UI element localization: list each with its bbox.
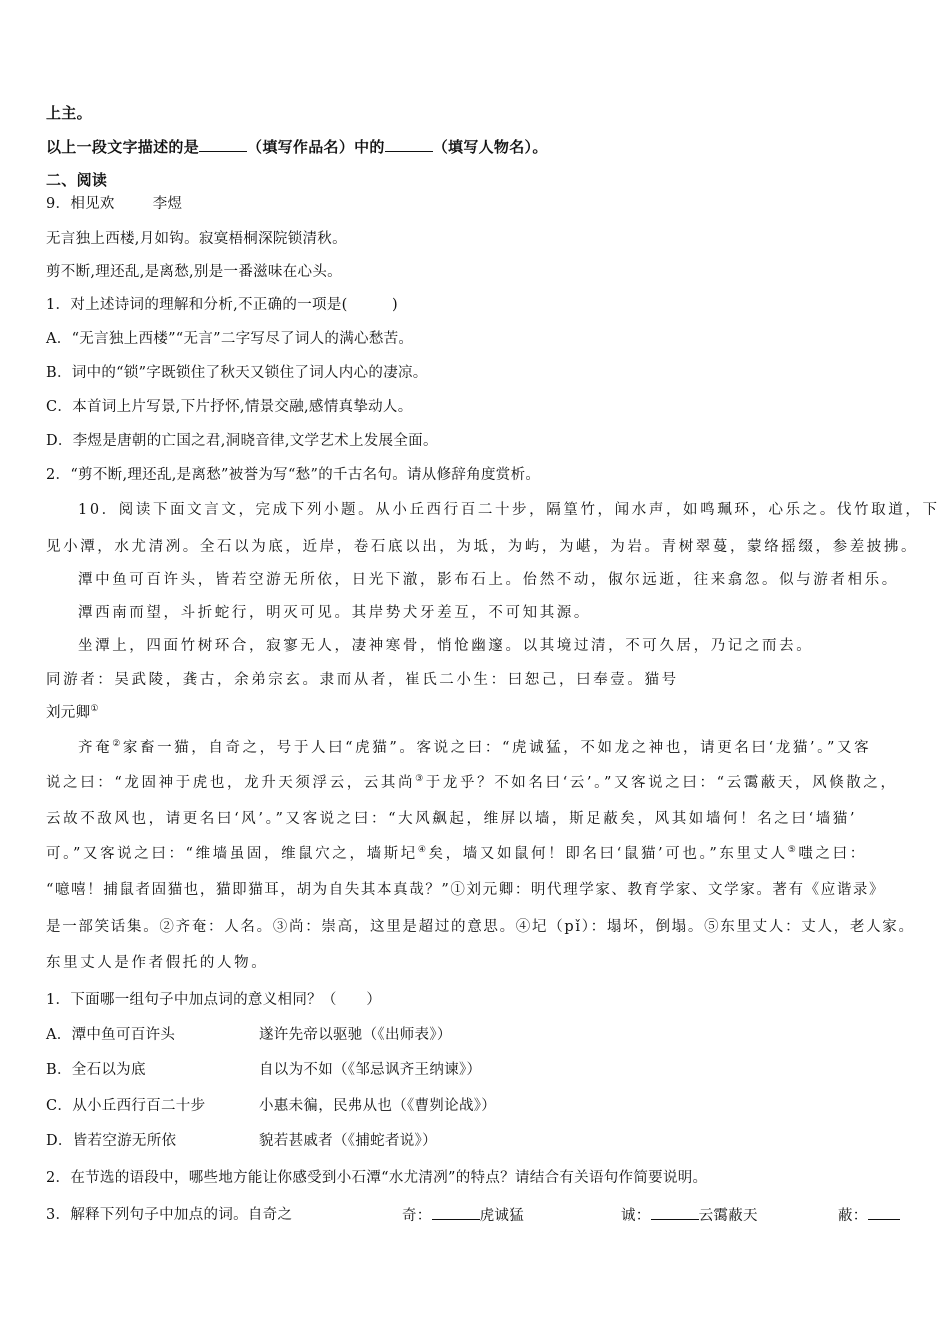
option-text: 词中的“锁”字既锁住了秋天又锁住了词人内心的凄凉。	[71, 365, 428, 381]
poem-line: 无言独上西楼,月如钩。寂寞梧桐深院锁清秋。	[46, 231, 347, 247]
explain-stem: 3．解释下列句子中加点的词。自奇之	[46, 1207, 293, 1223]
option-label: B．	[46, 365, 72, 381]
question-prefix: 以上一段文字描述的是	[46, 138, 200, 156]
option-label: A．	[46, 1027, 72, 1043]
option-d[interactable]	[46, 431, 438, 451]
option-right-text: 小惠未徧，民弗从也（《曹刿论战》）	[259, 1098, 497, 1114]
explain-item-2	[621, 1205, 758, 1226]
answer-blank-work[interactable]	[199, 137, 247, 152]
option-left-text: 皆若空游无所依	[72, 1133, 177, 1149]
option-c[interactable]	[46, 397, 413, 417]
answer-blank[interactable]	[432, 1205, 480, 1220]
question-stem: 2．“剪不断,理还乱,是离愁”被誉为写“愁”的千古名句。请从修辞角度赏析。	[46, 467, 541, 483]
cat-text-segment: 齐奄	[78, 740, 113, 756]
hint-person: （填写人物名）。	[432, 138, 548, 156]
cat-text-segment: 家畜一猫，自奇之，号于人曰“虎猫”。客说之曰：“虎诚猛，不如龙之神也，请更名曰‘龙猫’。”又客	[122, 740, 872, 756]
passage-tail-text: 上主。	[46, 104, 92, 122]
fill-in-question	[46, 137, 548, 157]
explain-context: 虎诚猛	[479, 1208, 525, 1224]
cat-text-segment: 于龙乎？不如名曰‘云’。”又客说之曰：“云霭蔽天，风倏散之，	[425, 775, 898, 791]
cat-text-line	[46, 844, 867, 864]
option-left-text: 全石以为底	[71, 1062, 146, 1078]
author-line	[46, 703, 99, 723]
explain-item-3	[838, 1205, 900, 1226]
footnote-marker: ②	[112, 739, 123, 749]
option-label: A．	[46, 331, 72, 347]
explain-label: 诚：	[621, 1208, 651, 1224]
poem-author: 李煜	[152, 196, 183, 212]
option-c[interactable]	[46, 1096, 846, 1116]
hint-work: （填写作品名）中的	[247, 138, 385, 156]
option-d[interactable]	[46, 1131, 846, 1151]
cat-text-segment: 说之曰：“龙固神于虎也，龙升天须浮云，云其尚	[46, 775, 416, 791]
poem-line: 剪不断,理还乱,是离愁,别是一番滋味在心头。	[46, 264, 342, 280]
footnote-line: “噫嘻！捕鼠者固猫也，猫即猫耳，胡为自失其本真哉？”①刘元卿：明代理学家、教育学家、文学家。著有《应谐录》	[46, 882, 886, 898]
option-left-text: 从小丘西行百二十步	[72, 1098, 206, 1114]
question-stem-explain	[46, 1205, 916, 1225]
option-a[interactable]	[46, 1025, 846, 1045]
passage-paragraph: 同游者：吴武陵，龚古，余弟宗玄。隶而从者，崔氏二小生：曰恕己，曰奉壹。猫号	[46, 672, 679, 688]
footnote-marker: ④	[417, 845, 429, 855]
question-stem: 1．下面哪一组句子中加点词的意义相同？（ ）	[46, 992, 382, 1008]
option-b[interactable]	[46, 1060, 846, 1080]
cat-text-line	[46, 773, 898, 793]
footnote-line: 是一部笑话集。②齐奄：人名。③尚：崇高，这里是超过的意思。④圮（pǐ）：塌坏，倒塌。⑤东里丈人：丈人，老人家。	[46, 919, 915, 935]
poem-title-line	[46, 194, 182, 214]
option-label: B．	[46, 1062, 72, 1078]
explain-label: 蔽：	[838, 1208, 868, 1224]
option-left-text: 潭中鱼可百许头	[71, 1027, 176, 1043]
footnote-marker: ①	[90, 704, 99, 714]
footnote-line: 东里丈人是作者假托的人物。	[46, 955, 269, 971]
option-label: D．	[46, 1133, 73, 1149]
question-stem: 1．对上述诗词的理解和分析,不正确的一项是( )	[46, 297, 398, 313]
option-text: “无言独上西楼”“无言”二字写尽了词人的满心愁苦。	[71, 331, 414, 347]
cat-text-line	[78, 738, 871, 758]
option-a[interactable]	[46, 329, 413, 349]
cat-text-segment: 可。”又客说之曰：“维墙虽固，维鼠穴之，墙斯圮	[46, 846, 418, 862]
option-right-text: 自以为不如（《邹忌讽齐王纳谏》）	[259, 1062, 482, 1078]
option-text: 李煜是唐朝的亡国之君,洞晓音律,文学艺术上发展全面。	[72, 433, 438, 449]
option-label: C．	[46, 399, 73, 415]
passage-paragraph: 潭西南而望，斗折蛇行，明灭可见。其岸势犬牙差互，不可知其源。	[78, 605, 591, 621]
option-text: 本首词上片写景,下片抒怀,情景交融,感情真挚动人。	[72, 399, 413, 415]
passage-paragraph: 坐潭上，四面竹树环合，寂寥无人，凄神寒骨，悄怆幽邃。以其境过清，不可久居，乃记之而去。	[78, 638, 814, 654]
author-name: 刘元卿	[46, 705, 91, 721]
option-b[interactable]	[46, 363, 428, 383]
explain-label: 奇：	[402, 1208, 432, 1224]
footnote-marker: ⑤	[787, 845, 799, 855]
answer-blank[interactable]	[651, 1205, 699, 1220]
cat-text-segment: 嗤之曰：	[798, 846, 867, 862]
explain-context: 云霭蔽天	[698, 1208, 758, 1224]
passage-line: 见小潭，水尤清冽。全石以为底，近岸，卷石底以出，为坻，为屿，为嵁，为岩。青树翠蔓，蒙络摇缀，参差披拂。	[46, 539, 919, 555]
poem-title: 9．相见欢	[46, 196, 115, 212]
section-heading: 二、阅读	[46, 171, 108, 189]
cat-text-segment: 矣，墙又如鼠何！即名曰‘鼠猫’可也。”东里丈人	[428, 846, 788, 862]
answer-blank-person[interactable]	[385, 137, 433, 152]
passage-tail	[46, 103, 92, 123]
option-label: C．	[46, 1098, 73, 1114]
option-label: D．	[46, 433, 73, 449]
passage-intro: 10．阅读下面文言文，完成下列小题。从小丘西行百二十步，隔篁竹，闻水声，如鸣珮环，心乐之。伐竹取道，下	[78, 502, 940, 518]
passage-paragraph: 潭中鱼可百许头，皆若空游无所依，日光下澈，影布石上。佁然不动，俶尔远逝，往来翕忽。似与游者相乐。	[78, 572, 899, 588]
option-right-text: 貌若甚戚者（《捕蛇者说》）	[259, 1133, 437, 1149]
explain-item-1	[402, 1205, 524, 1226]
answer-blank[interactable]	[868, 1205, 900, 1220]
question-stem: 2．在节选的语段中，哪些地方能让你感受到小石潭“水尤清冽”的特点？请结合有关语句作简要说明。	[46, 1170, 708, 1186]
footnote-marker: ③	[415, 774, 426, 784]
option-right-text: 遂许先帝以驱驰（《出师表》）	[259, 1027, 452, 1043]
cat-text-line: 云故不敌风也，请更名曰‘风’。”又客说之曰：“大风飙起，维屏以墙，斯足蔽矣，风其如墙何！名之曰‘墙猫’	[46, 811, 858, 827]
